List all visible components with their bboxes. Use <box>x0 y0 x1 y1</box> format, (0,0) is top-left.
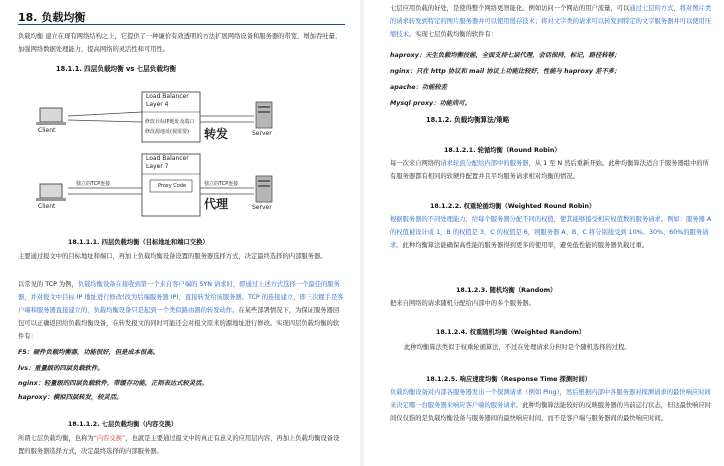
wrr-highlight-2: 则服务器 A、B、C 将分别接受到 10%、30%、60%的服务请求。 <box>390 229 709 249</box>
layer7-benefit-paragraph <box>390 2 714 41</box>
lb4-note-src: 修改源地址(视需要) <box>145 129 189 135</box>
weighted-round-robin-heading: 18.1.2.2. 权重轮循均衡（Weighted Round Robin） <box>430 203 596 210</box>
layer4-paragraph-1: 主要通过报文中的目标地址和端口，再加上负载均衡设备设置的服务器选择方式，决定最终选择的内部服务器。 <box>18 253 327 260</box>
software-f5: F5：硬件负载均衡器，功能很好，但是成本很高。 <box>18 349 159 356</box>
load-balancer-diagram <box>34 82 334 232</box>
weighted-round-robin-paragraph <box>390 213 714 252</box>
left-page <box>0 0 360 466</box>
l7-software-haproxy: haproxy：天生负载均衡技能，全面支持七层代理，会话保持，标记，路径转移； <box>390 52 621 59</box>
subsection-heading-layer7: 18.1.1.2. 七层负载均衡（内容交换） <box>68 421 178 428</box>
section-title-rule <box>18 24 345 25</box>
wrr-highlight-1: 根据服务器的不同处理能力，给每个服务器分配不同的权值，使其能够接受相应权值数的服务请求。例如：服务器 A 的权值被设计成 1，B 的权值是 3，C 的权值是 6， <box>390 216 712 236</box>
l7-software-nginx: nginx：只在 http 协议和 mail 协议上功能比较好，性能与 haproxy 差不多； <box>390 68 621 75</box>
layer4-p2-tail: 在某些部署情况下，为保证服务器回包可以正确返回给负载均衡设备，在转发报文的同时可能还会对报文原来的源地址进行修改。实现四层负载均衡的软件有： <box>18 307 340 340</box>
client-label: Client <box>38 203 56 210</box>
server-icon <box>256 102 272 128</box>
response-time-paragraph <box>390 386 714 425</box>
random-paragraph: 把来自网络的请求随机分配给内部中的多个服务器。 <box>390 300 535 307</box>
round-robin-heading: 18.1.2.1. 轮循均衡（Round Robin） <box>444 147 561 154</box>
lb7-title: Load Balancer Layer 7 <box>146 155 189 170</box>
lb4-note-dest: 修改目标IP地址及端口 <box>145 119 195 125</box>
software-nginx: nginx：轻量级的四层负载软件，带缓存功能，正则表达式较灵活。 <box>18 380 208 387</box>
random-heading: 18.1.2.3. 随机均衡（Random） <box>456 287 557 294</box>
client-laptop-icon <box>36 108 66 125</box>
layer7-p-quote: “内容交换” <box>93 435 126 442</box>
server-label: Server <box>252 204 272 211</box>
subsection-heading-layer4-vs-layer7: 18.1.1. 四层负载均衡 vs 七层负载均衡 <box>56 65 177 73</box>
layer4-p2-lead: 以常见的 TCP 为例， <box>18 281 78 288</box>
client-label: Client <box>38 127 56 134</box>
weighted-random-heading: 18.1.2.4. 权重随机均衡（Weighted Random） <box>436 329 586 336</box>
benefit-tail: 实现七层负载均衡的软件有： <box>415 31 498 38</box>
software-lvs: lvs：重量级的四层负载软件。 <box>18 365 104 372</box>
layer7-paragraph <box>18 432 345 458</box>
proxy-label: 代理 <box>204 197 229 211</box>
layer4-paragraph-2 <box>18 278 345 343</box>
layer7-p-tail: ，也就是主要通过报文中的真正有意义的应用层内容，再加上负载均衡设备设置的服务器选择方式，决定最终选择的内部服务器。 <box>18 435 340 455</box>
response-time-heading: 18.1.2.5. 响应速度均衡（Response Time 探测时间） <box>426 376 592 383</box>
subsection-heading-layer4: 18.1.1.1. 四层负载均衡（目标地址和端口交换） <box>68 239 209 246</box>
wrr-tail: 此种均衡算法能确保高性能的服务器得到更多的使用率，避免低性能的服务器负载过重。 <box>402 242 649 249</box>
l7-software-mysql-proxy: Mysql proxy：功能尚可。 <box>390 100 471 107</box>
section-title: 18. 负载均衡 <box>18 11 86 24</box>
layer4-p2-highlight-2: TCP 的连接建立，即三次握手是客户端和服务器直接建立的，负载均衡设备只是起到一个类似路由器的转发动作。 <box>18 294 344 314</box>
rr-tail: ，从 1 至 N 然后重新开始。此种均衡算法适合于服务器组中的所有服务器都有相同的软硬件配置并且平均服务请求相对均衡的情况。 <box>390 160 709 180</box>
layer4-p2-highlight-1: 负载均衡设备在接收到第一个来自客户端的 SYN 请求时，即通过上述方式选择一个最佳的服务器，并对报文中目标 IP 地址进行修改(改为后端服务器 IP)，直接转发给该服务器。 <box>18 281 340 301</box>
client-laptop-icon <box>36 184 66 201</box>
server-label: Server <box>252 130 272 137</box>
benefit-highlight: 通过七层的方式，将对图片类的请求转发到特定的图片服务器并可以使用缓存技术；将对文字类的请求可以转发到特定的文字服务器并可以使用压缩技术。 <box>390 5 712 38</box>
rt-tail: 此种均衡算法能较好的反映服务器的当前运行状态，但这最快响应时间仅仅指的是负载均衡设备与服务器间的最快响应时间，而不是客户端与服务器间的最快响应时间。 <box>390 402 712 422</box>
weighted-random-paragraph: 此种均衡算法类似于权重轮循算法，不过在处理请求分担时是个随机选择的过程。 <box>404 344 631 351</box>
server-icon <box>256 176 272 202</box>
layer7-p-lead: 所谓七层负载均衡，也称为 <box>18 435 94 442</box>
l7-software-apache: apache：功能较差 <box>390 84 447 91</box>
lb4-title: Load Balancer Layer 4 <box>146 93 189 108</box>
forward-label: 转发 <box>204 127 229 141</box>
tcp-left-label: 独立的TCP连接 <box>76 181 111 187</box>
software-haproxy: haproxy：模拟四层转发，较灵活。 <box>18 394 123 401</box>
rt-highlight: 负载均衡设备对内部各服务器发出一个探测请求（例如 Ping），然后根据内部中各服务器对探测请求的最快响应时间来决定哪一台服务器来响应客户端的服务请求。 <box>390 389 711 409</box>
intro-paragraph: 负载均衡 建立在现有网络结构之上，它提供了一种廉价有效透明的方法扩展网络设备和服务器的带宽、增加吞吐量、加强网络数据处理能力、提高网络的灵活性和可用性。 <box>18 33 342 53</box>
proxy-code-label: Proxy Code <box>158 183 187 189</box>
round-robin-paragraph <box>390 157 714 183</box>
rr-lead: 每一次来自网络的 <box>390 160 441 167</box>
benefit-lead: 七层应用负载的好处，是使得整个网络更智能化。例如访问一个网站的用户流量，可以 <box>390 5 630 12</box>
algorithm-heading: 18.1.2. 负载均衡算法/策略 <box>426 116 510 124</box>
tcp-right-label: 独立的TCP连接 <box>204 181 239 187</box>
rr-highlight: 请求轮流分配给内部中的服务器 <box>440 160 529 167</box>
right-page <box>364 0 724 466</box>
